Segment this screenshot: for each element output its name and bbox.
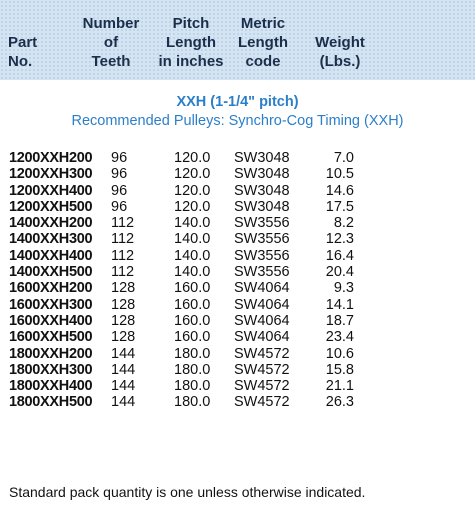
teeth-cell: 144 [111, 361, 136, 378]
weight-cell: 17.5 [325, 198, 354, 215]
weight-cell: 12.3 [325, 231, 354, 248]
metric-code-cell: SW3556 [234, 247, 290, 264]
header-number-of-teeth: Number of Teeth [82, 15, 140, 70]
footnote: Standard pack quantity is one unless otherwise indicated. [9, 484, 366, 500]
table-row [0, 394, 475, 410]
pitch-length-cell: 140.0 [174, 247, 211, 264]
metric-code-cell: SW3556 [234, 231, 290, 248]
part-number-cell: 1800XXH500 [9, 394, 93, 411]
teeth-cell: 112 [111, 264, 135, 281]
metric-code-cell: SW4064 [234, 280, 290, 297]
weight-cell: 23.4 [325, 329, 354, 346]
pitch-length-cell: 120.0 [174, 182, 211, 199]
weight-cell: 9.3 [333, 280, 354, 297]
weight-cell: 21.1 [325, 378, 354, 395]
table-row [0, 378, 475, 394]
part-number-cell: 1600XXH300 [9, 296, 93, 313]
part-number-cell: 1800XXH200 [9, 345, 93, 362]
pitch-length-cell: 120.0 [174, 198, 211, 215]
table-row [0, 297, 475, 313]
metric-code-cell: SW4572 [234, 345, 290, 362]
weight-cell: 16.4 [325, 247, 354, 264]
part-number-cell: 1600XXH200 [9, 280, 93, 297]
pitch-length-cell: 180.0 [174, 345, 211, 362]
pitch-length-cell: 160.0 [174, 312, 211, 329]
weight-cell: 10.5 [325, 166, 354, 183]
table-row [0, 346, 475, 362]
metric-code-cell: SW3048 [234, 150, 290, 166]
part-number-cell: 1200XXH300 [9, 166, 93, 183]
part-number-cell: 1800XXH400 [9, 378, 93, 395]
part-number-cell: 1400XXH500 [9, 264, 93, 281]
weight-cell: 15.8 [325, 361, 354, 378]
table-row [0, 183, 475, 199]
weight-cell: 14.6 [325, 182, 354, 199]
teeth-cell: 144 [111, 378, 136, 395]
header-part-no: Part No. [8, 34, 38, 70]
weight-cell: 14.1 [325, 296, 354, 313]
weight-cell: 8.2 [333, 215, 354, 232]
header-metric-length-code: Metric Length code [238, 15, 288, 70]
part-number-cell: 1400XXH400 [9, 247, 93, 264]
table-header [0, 0, 475, 80]
metric-code-cell: SW4064 [234, 312, 290, 329]
part-number-cell: 1600XXH400 [9, 312, 93, 329]
table-row [0, 264, 475, 280]
section-subtitle: Recommended Pulleys: Synchro-Cog Timing (XXH) [71, 113, 404, 129]
header-weight: Weight (Lbs.) [315, 34, 365, 70]
pitch-length-cell: 160.0 [174, 296, 211, 313]
teeth-cell: 128 [111, 280, 136, 297]
weight-cell: 10.6 [325, 345, 354, 362]
header-pitch-length: Pitch Length in inches [158, 15, 224, 70]
metric-code-cell: SW4064 [234, 296, 290, 313]
table-row [0, 231, 475, 247]
teeth-cell: 128 [111, 296, 136, 313]
weight-cell: 20.4 [325, 264, 354, 281]
pitch-length-cell: 140.0 [174, 231, 211, 248]
metric-code-cell: SW4572 [234, 394, 290, 411]
teeth-cell: 112 [111, 231, 135, 248]
pitch-length-cell: 140.0 [174, 215, 211, 232]
metric-code-cell: SW3048 [234, 198, 290, 215]
teeth-cell: 112 [111, 215, 135, 232]
teeth-cell: 144 [111, 394, 136, 411]
teeth-cell: 96 [111, 166, 128, 183]
table-row [0, 280, 475, 296]
teeth-cell: 144 [111, 345, 136, 362]
part-number-cell: 1200XXH400 [9, 182, 93, 199]
pitch-length-cell: 180.0 [174, 378, 211, 395]
metric-code-cell: SW3048 [234, 182, 290, 199]
table-row [0, 199, 475, 215]
weight-cell: 18.7 [325, 312, 354, 329]
pitch-length-cell: 140.0 [174, 264, 211, 281]
pitch-length-cell: 180.0 [174, 361, 211, 378]
metric-code-cell: SW3556 [234, 264, 290, 281]
part-number-cell: 1400XXH200 [9, 215, 93, 232]
weight-cell: 26.3 [325, 394, 354, 411]
part-number-cell: 1400XXH300 [9, 231, 93, 248]
table-row [0, 313, 475, 329]
pitch-length-cell: 120.0 [174, 150, 211, 166]
part-number-cell: 1800XXH300 [9, 361, 93, 378]
table-body [0, 150, 475, 411]
table-row [0, 166, 475, 182]
pitch-length-cell: 120.0 [174, 166, 211, 183]
teeth-cell: 128 [111, 312, 136, 329]
part-number-cell: 1600XXH500 [9, 329, 93, 346]
teeth-cell: 128 [111, 329, 136, 346]
metric-code-cell: SW4572 [234, 378, 290, 395]
part-number-cell: 1200XXH500 [9, 198, 93, 215]
part-number-cell: 1200XXH200 [9, 150, 93, 166]
table-row [0, 248, 475, 264]
table-row [0, 362, 475, 378]
weight-cell: 7.0 [333, 150, 354, 166]
teeth-cell: 96 [111, 150, 128, 166]
metric-code-cell: SW4572 [234, 361, 290, 378]
table-row [0, 215, 475, 231]
metric-code-cell: SW3048 [234, 166, 290, 183]
teeth-cell: 96 [111, 198, 128, 215]
pitch-length-cell: 180.0 [174, 394, 211, 411]
table-row [0, 329, 475, 345]
pitch-length-cell: 160.0 [174, 329, 211, 346]
teeth-cell: 112 [111, 247, 135, 264]
teeth-cell: 96 [111, 182, 128, 199]
section-title: XXH (1-1/4" pitch) [176, 94, 299, 110]
metric-code-cell: SW3556 [234, 215, 290, 232]
table-row [0, 150, 475, 166]
pitch-length-cell: 160.0 [174, 280, 211, 297]
metric-code-cell: SW4064 [234, 329, 290, 346]
